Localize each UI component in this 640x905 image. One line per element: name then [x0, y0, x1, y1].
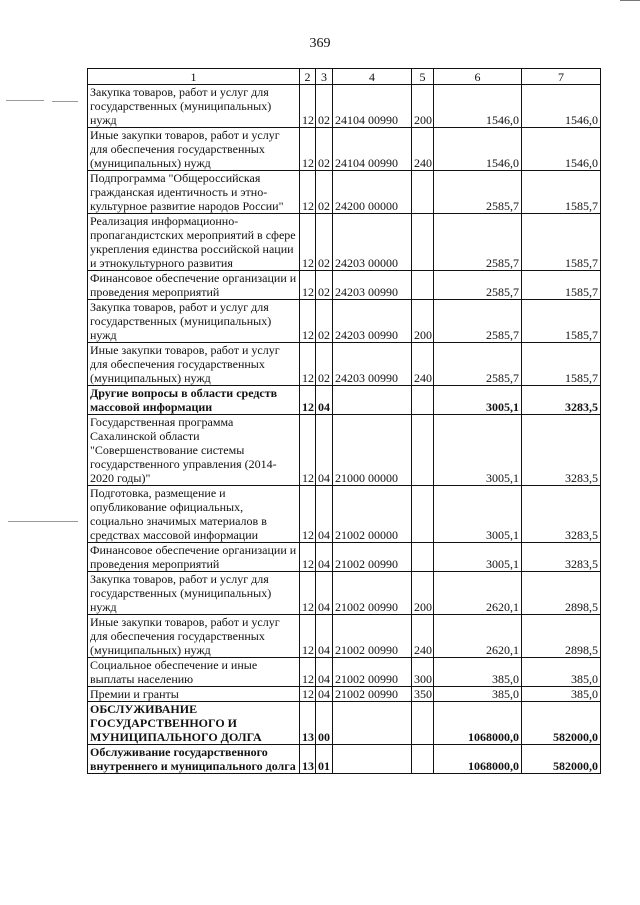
row-name-cell: Иные закупки товаров, работ и услуг для обеспечения государственных (муниципальных) нужд [88, 615, 300, 658]
row-name-cell: ОБСЛУЖИВАНИЕ ГОСУДАРСТВЕННОГО И МУНИЦИПАЛЬНОГО ДОЛГА [88, 702, 300, 745]
amount-year1-cell: 2585,7 [434, 271, 522, 300]
table-row [88, 386, 601, 415]
section-code-cell: 12 [300, 214, 316, 271]
subsection-code-cell: 04 [316, 572, 333, 615]
row-name-cell: Иные закупки товаров, работ и услуг для обеспечения государственных (муниципальных) нужд [88, 343, 300, 386]
row-name-cell: Реализация информационно-пропагандистских мероприятий в сфере укрепления единства российской нации и этнокультурного развития [88, 214, 300, 271]
row-name-cell: Иные закупки товаров, работ и услуг для обеспечения государственных (муниципальных) нужд [88, 128, 300, 171]
target-item-cell: 21000 00000 [333, 415, 412, 486]
target-item-cell: 24104 00990 [333, 85, 412, 128]
table-row [88, 572, 601, 615]
table-row [88, 85, 601, 128]
column-header: 1 [88, 69, 300, 85]
target-item-cell [333, 386, 412, 415]
target-item-cell: 21002 00990 [333, 615, 412, 658]
row-name-cell: Премии и гранты [88, 687, 300, 702]
target-item-cell: 24203 00990 [333, 300, 412, 343]
row-name-cell: Обслуживание государственного внутреннего и муниципального долга [88, 745, 300, 774]
section-code-cell: 12 [300, 343, 316, 386]
target-item-cell: 24203 00990 [333, 343, 412, 386]
subsection-code-cell: 04 [316, 687, 333, 702]
amount-year2-cell: 1546,0 [522, 85, 601, 128]
expense-type-cell [412, 271, 434, 300]
section-code-cell: 12 [300, 171, 316, 214]
expense-type-cell [412, 702, 434, 745]
amount-year2-cell: 2898,5 [522, 572, 601, 615]
expense-type-cell [412, 415, 434, 486]
amount-year1-cell: 2620,1 [434, 572, 522, 615]
table-row [88, 687, 601, 702]
amount-year1-cell: 385,0 [434, 687, 522, 702]
column-header: 7 [522, 69, 601, 85]
table-row [88, 128, 601, 171]
amount-year1-cell: 3005,1 [434, 486, 522, 543]
target-item-cell: 21002 00990 [333, 543, 412, 572]
table-row [88, 415, 601, 486]
amount-year2-cell: 3283,5 [522, 415, 601, 486]
amount-year1-cell: 385,0 [434, 658, 522, 687]
section-code-cell: 12 [300, 687, 316, 702]
amount-year1-cell: 2585,7 [434, 343, 522, 386]
subsection-code-cell: 02 [316, 171, 333, 214]
amount-year2-cell: 1585,7 [522, 171, 601, 214]
subsection-code-cell: 04 [316, 386, 333, 415]
column-header: 5 [412, 69, 434, 85]
expense-type-cell [412, 486, 434, 543]
subsection-code-cell: 02 [316, 300, 333, 343]
expense-type-cell [412, 543, 434, 572]
amount-year2-cell: 1546,0 [522, 128, 601, 171]
amount-year2-cell: 3283,5 [522, 486, 601, 543]
amount-year1-cell: 3005,1 [434, 415, 522, 486]
target-item-cell: 21002 00990 [333, 658, 412, 687]
row-name-cell: Подготовка, размещение и опубликование официальных, социально значимых материалов в средствах массовой информации [88, 486, 300, 543]
page-number: 369 [309, 36, 331, 51]
section-code-cell: 12 [300, 658, 316, 687]
column-header: 2 [300, 69, 316, 85]
table-row [88, 745, 601, 774]
subsection-code-cell: 02 [316, 128, 333, 171]
amount-year1-cell: 1068000,0 [434, 702, 522, 745]
section-code-cell: 12 [300, 486, 316, 543]
amount-year2-cell: 1585,7 [522, 271, 601, 300]
subsection-code-cell: 04 [316, 615, 333, 658]
target-item-cell: 21002 00990 [333, 687, 412, 702]
row-name-cell: Закупка товаров, работ и услуг для государственных (муниципальных) нужд [88, 85, 300, 128]
amount-year1-cell: 2585,7 [434, 171, 522, 214]
expense-type-cell [412, 214, 434, 271]
amount-year1-cell: 2585,7 [434, 300, 522, 343]
amount-year2-cell: 582000,0 [522, 745, 601, 774]
target-item-cell [333, 745, 412, 774]
table-row [88, 702, 601, 745]
subsection-code-cell: 04 [316, 486, 333, 543]
section-code-cell: 12 [300, 386, 316, 415]
scan-artifact [8, 521, 78, 522]
amount-year2-cell: 1585,7 [522, 300, 601, 343]
amount-year2-cell: 385,0 [522, 658, 601, 687]
target-item-cell: 21002 00000 [333, 486, 412, 543]
expense-type-cell: 200 [412, 572, 434, 615]
row-name-cell: Социальное обеспечение и иные выплаты населению [88, 658, 300, 687]
section-code-cell: 13 [300, 745, 316, 774]
expense-type-cell [412, 386, 434, 415]
amount-year2-cell: 3283,5 [522, 386, 601, 415]
table-row [88, 486, 601, 543]
amount-year2-cell: 385,0 [522, 687, 601, 702]
expense-type-cell: 240 [412, 615, 434, 658]
subsection-code-cell: 02 [316, 343, 333, 386]
row-name-cell: Государственная программа Сахалинской области "Совершенствование системы государственного управления (2014-2020 годы)" [88, 415, 300, 486]
section-code-cell: 12 [300, 271, 316, 300]
section-code-cell: 12 [300, 543, 316, 572]
amount-year1-cell: 1546,0 [434, 85, 522, 128]
column-header: 6 [434, 69, 522, 85]
subsection-code-cell: 02 [316, 85, 333, 128]
expense-type-cell: 200 [412, 85, 434, 128]
expense-type-cell: 200 [412, 300, 434, 343]
expense-type-cell: 300 [412, 658, 434, 687]
table-row [88, 543, 601, 572]
subsection-code-cell: 01 [316, 745, 333, 774]
subsection-code-cell: 02 [316, 271, 333, 300]
amount-year1-cell: 3005,1 [434, 543, 522, 572]
target-item-cell: 21002 00990 [333, 572, 412, 615]
table-row [88, 171, 601, 214]
column-header: 3 [316, 69, 333, 85]
amount-year2-cell: 1585,7 [522, 214, 601, 271]
amount-year2-cell: 582000,0 [522, 702, 601, 745]
expense-type-cell [412, 745, 434, 774]
subsection-code-cell: 04 [316, 415, 333, 486]
subsection-code-cell: 00 [316, 702, 333, 745]
section-code-cell: 12 [300, 572, 316, 615]
scan-artifact [52, 101, 78, 102]
expense-type-cell: 350 [412, 687, 434, 702]
header-row [88, 69, 601, 85]
section-code-cell: 12 [300, 615, 316, 658]
target-item-cell: 24200 00000 [333, 171, 412, 214]
table-row [88, 658, 601, 687]
row-name-cell: Финансовое обеспечение организации и проведения мероприятий [88, 543, 300, 572]
row-name-cell: Закупка товаров, работ и услуг для государственных (муниципальных) нужд [88, 300, 300, 343]
amount-year1-cell: 2620,1 [434, 615, 522, 658]
section-code-cell: 12 [300, 85, 316, 128]
section-code-cell: 12 [300, 300, 316, 343]
row-name-cell: Другие вопросы в области средств массовой информации [88, 386, 300, 415]
subsection-code-cell: 04 [316, 543, 333, 572]
table-row [88, 271, 601, 300]
section-code-cell: 12 [300, 128, 316, 171]
amount-year1-cell: 1068000,0 [434, 745, 522, 774]
amount-year2-cell: 1585,7 [522, 343, 601, 386]
subsection-code-cell: 04 [316, 658, 333, 687]
table-row [88, 300, 601, 343]
expense-type-cell: 240 [412, 128, 434, 171]
row-name-cell: Подпрограмма "Общероссийская гражданская идентичность и этно-культурное развитие народов России" [88, 171, 300, 214]
row-name-cell: Финансовое обеспечение организации и проведения мероприятий [88, 271, 300, 300]
target-item-cell [333, 702, 412, 745]
section-code-cell: 12 [300, 415, 316, 486]
column-header: 4 [333, 69, 412, 85]
scan-artifact [6, 100, 44, 101]
table-row [88, 214, 601, 271]
expense-type-cell [412, 171, 434, 214]
target-item-cell: 24203 00000 [333, 214, 412, 271]
amount-year2-cell: 2898,5 [522, 615, 601, 658]
amount-year1-cell: 2585,7 [434, 214, 522, 271]
amount-year1-cell: 1546,0 [434, 128, 522, 171]
section-code-cell: 13 [300, 702, 316, 745]
target-item-cell: 24104 00990 [333, 128, 412, 171]
amount-year1-cell: 3005,1 [434, 386, 522, 415]
corner-mark [620, 0, 640, 1]
amount-year2-cell: 3283,5 [522, 543, 601, 572]
budget-table [87, 68, 601, 774]
expense-type-cell: 240 [412, 343, 434, 386]
subsection-code-cell: 02 [316, 214, 333, 271]
table-row [88, 343, 601, 386]
row-name-cell: Закупка товаров, работ и услуг для государственных (муниципальных) нужд [88, 572, 300, 615]
target-item-cell: 24203 00990 [333, 271, 412, 300]
table-row [88, 615, 601, 658]
